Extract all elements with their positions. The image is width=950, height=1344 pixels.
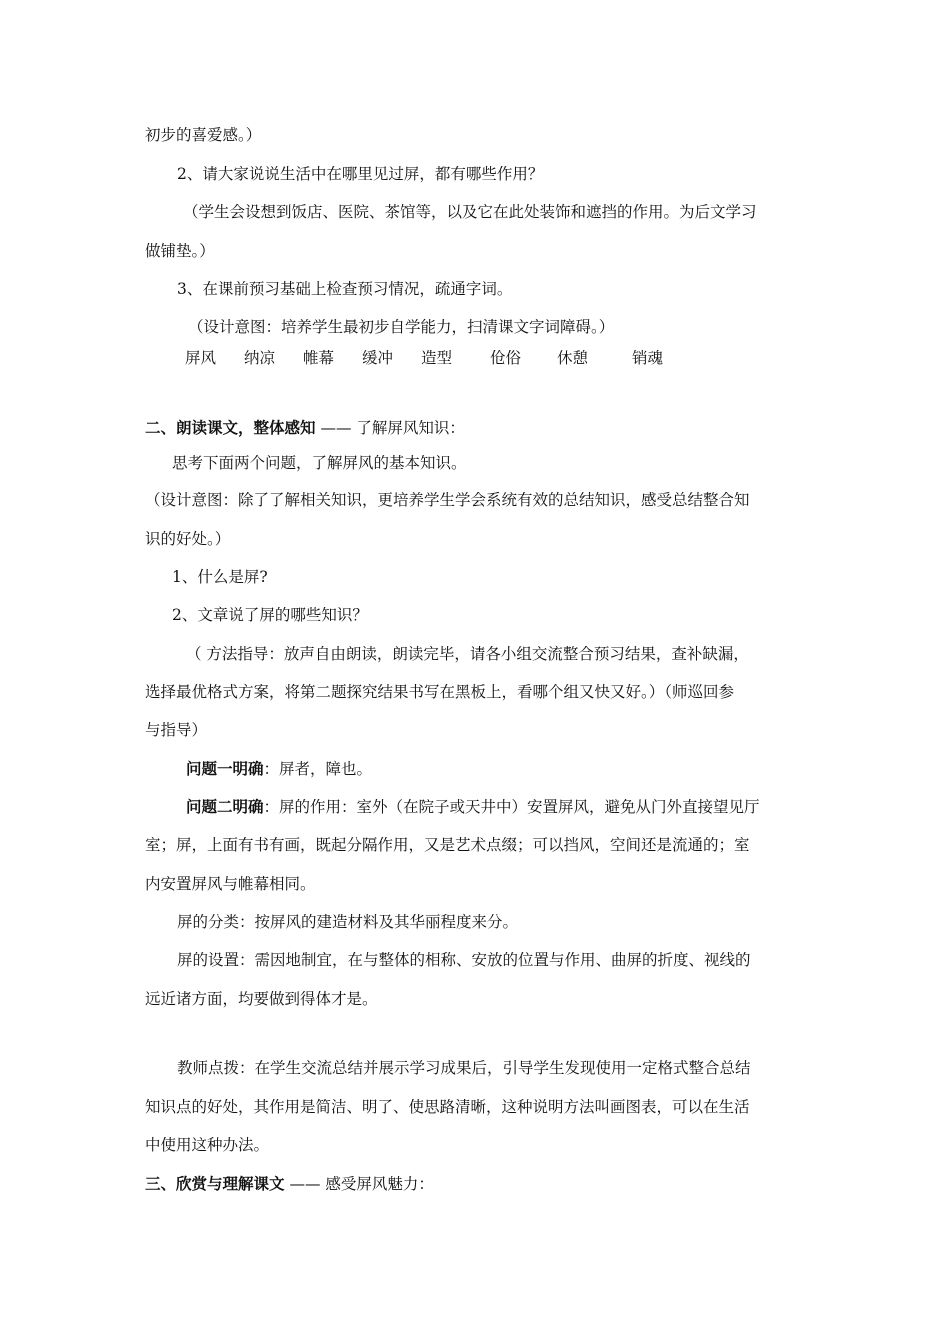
vocab-word: 销魂 bbox=[632, 349, 664, 367]
section-3-heading-bold: 三、欣赏与理解课文 bbox=[145, 1174, 285, 1193]
section-3-heading bbox=[145, 1174, 434, 1194]
screen-setup-line-1: 屏的设置：需因地制宜，在与整体的相称、安放的位置与作用、曲屏的折度、视线的 bbox=[177, 951, 751, 969]
method-guide-line-2: 选择最优格式方案，将第二题探究结果书写在黑板上，看哪个组又快又好。）（师巡回参 bbox=[145, 683, 735, 701]
section-2-heading-rest: —— 了解屏风知识： bbox=[315, 419, 465, 437]
answer-1-label: 问题一明确 bbox=[186, 759, 264, 778]
method-guide-line-1: （ 方法指导：放声自由朗读，朗读完毕，请各小组交流整合预习结果，查补缺漏， bbox=[186, 645, 749, 663]
section-3-heading-rest: —— 感受屏风魅力： bbox=[284, 1175, 434, 1193]
section-2-intro: 思考下面两个问题，了解屏风的基本知识。 bbox=[172, 454, 467, 472]
vocab-word: 伧俗 bbox=[490, 349, 522, 367]
vocab-word: 造型 bbox=[421, 349, 453, 367]
teacher-tip-line-2: 知识点的好处，其作用是简洁、明了、使思路清晰，这种说明方法叫画图表，可以在生活 bbox=[145, 1098, 750, 1116]
section-2-question-1: 1、什么是屏? bbox=[172, 568, 268, 586]
question-3: 3、在课前预习基础上检查预习情况，疏通字词。 bbox=[177, 280, 513, 298]
paragraph-continuation: 初步的喜爱感。） bbox=[145, 126, 262, 144]
section-2-note-line-1: （设计意图：除了了解相关知识，更培养学生学会系统有效的总结知识，感受总结整合知 bbox=[145, 491, 750, 509]
section-2-heading bbox=[145, 418, 465, 438]
teacher-tip-line-3: 中使用这种办法。 bbox=[145, 1136, 270, 1154]
vocab-word: 缓冲 bbox=[362, 349, 394, 367]
vocab-word: 帷幕 bbox=[303, 349, 335, 367]
answer-2-text-line-2: 室；屏，上面有书有画，既起分隔作用，又是艺术点缀；可以挡风，空间还是流通的；室 bbox=[145, 836, 750, 854]
vocab-word: 纳凉 bbox=[244, 349, 276, 367]
answer-1 bbox=[186, 759, 372, 779]
answer-2 bbox=[186, 797, 760, 817]
question-3-note: （设计意图：培养学生最初步自学能力，扫清课文字词障碍。） bbox=[188, 318, 615, 336]
section-2-note-line-2: 识的好处。） bbox=[145, 530, 231, 548]
section-2-question-2: 2、文章说了屏的哪些知识？ bbox=[172, 606, 368, 624]
answer-1-text: ：屏者，障也。 bbox=[263, 760, 373, 778]
question-2-note-line-2: 做铺垫。） bbox=[145, 242, 215, 260]
question-2: 2、请大家说说生活中在哪里见过屏，都有哪些作用？ bbox=[177, 165, 544, 183]
answer-2-text-line-3: 内安置屏风与帷幕相同。 bbox=[145, 875, 316, 893]
vocab-word: 屏风 bbox=[185, 349, 217, 367]
answer-2-label: 问题二明确 bbox=[186, 797, 264, 816]
method-guide-line-3: 与指导） bbox=[145, 721, 208, 739]
screen-setup-line-2: 远近诸方面，均要做到得体才是。 bbox=[145, 990, 378, 1008]
screen-classification: 屏的分类：按屏风的建造材料及其华丽程度来分。 bbox=[177, 913, 519, 931]
teacher-tip-line-1: 教师点拨：在学生交流总结并展示学习成果后，引导学生发现使用一定格式整合总结 bbox=[177, 1059, 751, 1077]
answer-2-text-line-1: ：屏的作用：室外（在院子或天井中）安置屏风，避免从门外直接望见厅 bbox=[263, 798, 760, 816]
question-2-note-line-1: （学生会设想到饭店、医院、茶馆等，以及它在此处装饰和遮挡的作用。为后文学习 bbox=[183, 203, 757, 221]
vocab-word: 休憩 bbox=[557, 349, 589, 367]
section-2-heading-bold: 二、朗读课文，整体感知 bbox=[145, 418, 316, 437]
